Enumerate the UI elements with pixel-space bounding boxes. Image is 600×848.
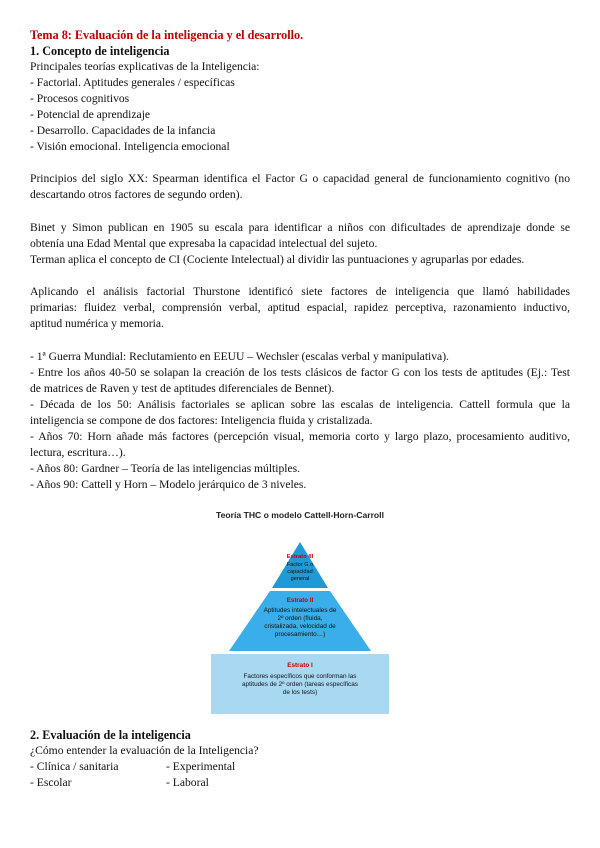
cattell-horn-carroll-pyramid-figure xyxy=(205,506,395,716)
spearman-paragraph-line: Principios del siglo XX: Spearman identifica el Factor G o capacidad general de funcionamiento cognitivo (no xyxy=(30,172,570,185)
theory-item: - Factorial. Aptitudes generales / específicas xyxy=(30,76,235,89)
theory-item: - Potencial de aprendizaje xyxy=(30,108,151,121)
thurstone-paragraph-line: aptitud numérica y memoria. xyxy=(30,317,164,330)
context-item-escolar: - Escolar xyxy=(30,776,72,789)
stratum-2-desc: procesamiento…) xyxy=(274,631,326,638)
theories-intro: Principales teorías explicativas de la Inteligencia: xyxy=(30,60,260,73)
theory-item: - Visión emocional. Inteligencia emocional xyxy=(30,140,230,153)
thurstone-paragraph-line: primarias: fluidez verbal, comprensión verbal, aptitud espacial, rapidez perceptiva, razonamiento inductivo, xyxy=(30,301,570,314)
timeline-line: lectura, escritura…). xyxy=(30,446,126,459)
thurstone-paragraph-line: Aplicando el análisis factorial Thurstone identificó siete factores de inteligencia que llamó habilidades xyxy=(30,285,570,298)
context-item-laboral: - Laboral xyxy=(166,776,209,789)
context-row xyxy=(30,759,570,775)
stratum-3-desc: Factor G o xyxy=(286,562,314,568)
stratum-3-desc: capacidad xyxy=(287,569,313,575)
stratum-1-label: Estrato I xyxy=(287,662,313,669)
figure-title: Teoría THC o modelo Cattell-Horn-Carroll xyxy=(216,510,384,520)
stratum-2-desc: Aptitudes intelectuales de xyxy=(263,607,337,614)
document-title: Tema 8: Evaluación de la inteligencia y el desarrollo. xyxy=(30,28,304,42)
timeline-line: - Década de los 50: Análisis factoriales se aplican sobre las escalas de inteligencia. Cattell formula que la xyxy=(30,398,570,411)
terman-paragraph: Terman aplica el concepto de CI (Cociente Intelectual) al dividir las puntuaciones y agruparlas por edades. xyxy=(30,253,525,266)
theory-item: - Procesos cognitivos xyxy=(30,92,130,105)
stratum-2-label: Estrato II xyxy=(286,597,314,604)
stratum-1-desc: de los tests) xyxy=(282,689,318,696)
stratum-3-desc: general xyxy=(290,576,310,582)
section-2-heading: 2. Evaluación de la inteligencia xyxy=(30,728,191,742)
timeline-line: de matrices de Raven y test de aptitudes diferenciales de Bennet). xyxy=(30,382,335,395)
timeline-line: - Años 70: Horn añade más factores (percepción visual, memoria corto y largo plazo, procesamiento auditivo, xyxy=(30,430,570,443)
section-1-heading: 1. Concepto de inteligencia xyxy=(30,44,170,58)
timeline-line: - 1ª Guerra Mundial: Reclutamiento en EEUU – Wechsler (escalas verbal y manipulativa). xyxy=(30,350,449,363)
stratum-2-desc: cristalizada, velocidad de xyxy=(264,623,336,630)
timeline-line: - Años 80: Gardner – Teoría de las inteligencias múltiples. xyxy=(30,462,301,475)
spearman-paragraph-line: descartando otros factores de segundo orden). xyxy=(30,188,243,201)
context-item-experimental: - Experimental xyxy=(166,760,236,773)
timeline-line: - Años 90: Cattell y Horn – Modelo jerárquico de 3 niveles. xyxy=(30,478,307,491)
binet-paragraph-line: Binet y Simon publican en 1905 su escala para identificar a niños con dificultades de aprendizaje donde se xyxy=(30,221,570,234)
timeline-line: inteligencia se compone de dos factores: Inteligencia fluida y cristalizada. xyxy=(30,414,373,427)
theory-item: - Desarrollo. Capacidades de la infancia xyxy=(30,124,216,137)
stratum-1-desc: Factores específicos que conforman las xyxy=(243,673,357,680)
pyramid-svg xyxy=(205,506,395,716)
binet-paragraph-line: obtenía una Edad Mental que expresaba la capacidad intelectual del sujeto. xyxy=(30,237,378,250)
stratum-3-label: Estrato III xyxy=(286,554,314,560)
stratum-1-desc: aptitudes de 2º orden (tareas específicas xyxy=(241,681,359,688)
context-row xyxy=(30,775,570,791)
evaluation-question: ¿Cómo entender la evaluación de la Inteligencia? xyxy=(30,744,259,757)
timeline-line: - Entre los años 40-50 se solapan la creación de los tests clásicos de factor G con los tests de aptitudes (Ej.: Test xyxy=(30,366,570,379)
context-item-clinica: - Clínica / sanitaria xyxy=(30,760,119,773)
stratum-2-desc: 2º orden (fluida, xyxy=(277,615,323,622)
